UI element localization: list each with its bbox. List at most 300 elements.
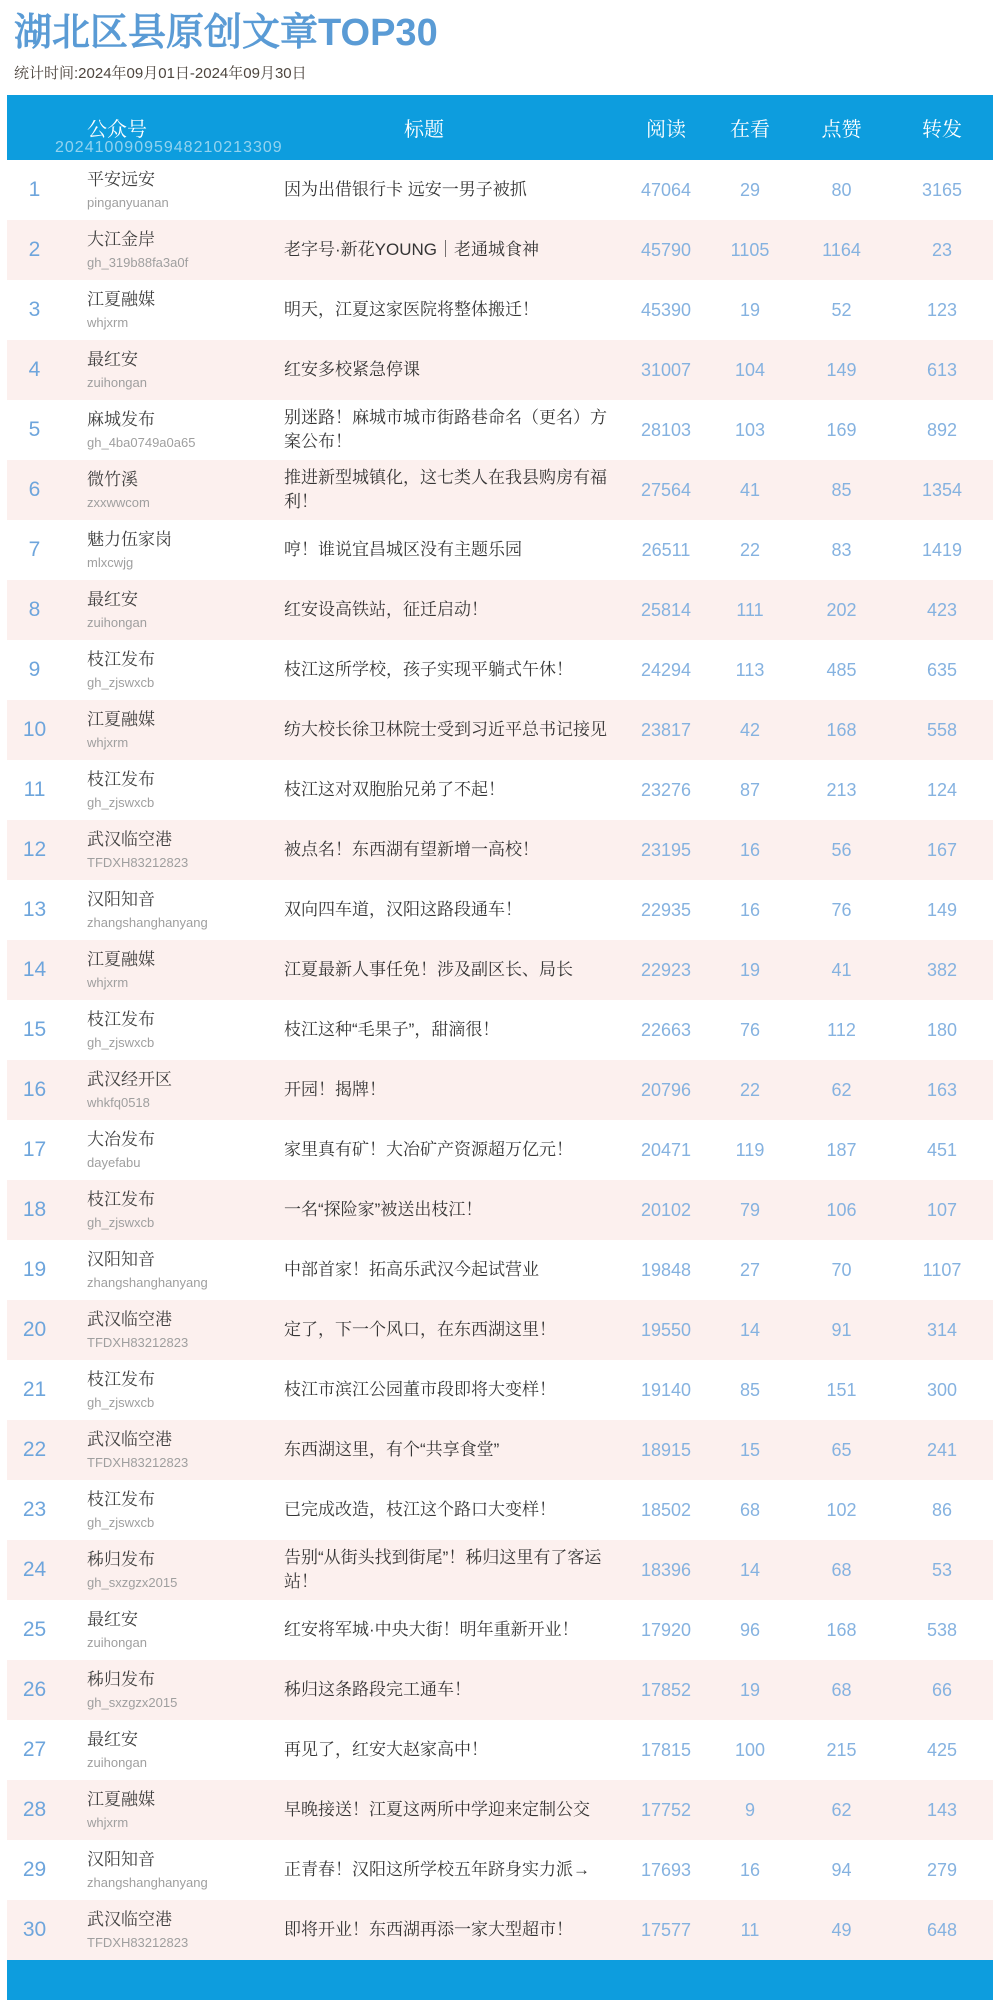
article-title: 枝江市滨江公园董市段即将大变样！	[284, 1380, 556, 1399]
account-id: gh_zjswxcb	[87, 1395, 155, 1410]
reads-value: 18502	[640, 1499, 692, 1520]
account-cell	[62, 890, 284, 930]
account-cell	[62, 410, 284, 450]
shares-value: 1419	[921, 539, 963, 560]
table-row	[7, 340, 993, 400]
article-title: 红安设高铁站，征迁启动！	[284, 600, 488, 619]
article-title: 正青春！汉阳这所学校五年跻身实力派→	[284, 1860, 590, 1879]
reads-value: 26511	[641, 539, 691, 560]
looks-value: 19	[739, 1679, 761, 1700]
rank-number: 10	[22, 718, 47, 741]
table-row	[7, 1180, 993, 1240]
article-title: 告别“从街头找到街尾”！秭归这里有了客运站！	[284, 1548, 602, 1591]
page-subtitle: 统计时间:2024年09月01日-2024年09月30日	[14, 65, 307, 82]
looks-value: 76	[739, 1019, 761, 1040]
article-title: 枝江这种“毛果子”，甜滴很！	[284, 1020, 500, 1039]
account-name: 武汉临空港	[87, 1910, 172, 1929]
likes-value: 76	[831, 899, 852, 920]
reads-value: 28103	[640, 419, 692, 440]
reads-value: 19140	[640, 1379, 692, 1400]
likes-value: 62	[831, 1079, 852, 1100]
table-row	[7, 1240, 993, 1300]
table-row	[7, 940, 993, 1000]
watermark-text: 20241009095948210213309	[55, 139, 283, 156]
rank-number: 11	[23, 778, 46, 801]
reads-value: 17920	[640, 1619, 692, 1640]
account-name: 最红安	[87, 1610, 138, 1629]
account-name: 微竹溪	[87, 470, 138, 489]
reads-value: 19550	[640, 1319, 692, 1340]
reads-value: 31007	[640, 359, 692, 380]
account-name: 秭归发布	[87, 1550, 155, 1569]
account-id: whjxrm	[87, 975, 129, 990]
column-header-shares: 转发	[922, 119, 962, 141]
account-cell	[62, 1130, 284, 1170]
rank-number: 18	[22, 1198, 47, 1221]
likes-value: 65	[831, 1439, 852, 1460]
likes-value: 68	[831, 1559, 852, 1580]
looks-value: 27	[739, 1259, 761, 1280]
table-row	[7, 160, 993, 220]
looks-value: 11	[740, 1919, 760, 1940]
account-name: 麻城发布	[87, 410, 155, 429]
rank-number: 24	[22, 1558, 47, 1581]
table-row	[7, 1660, 993, 1720]
article-title: 再见了，红安大赵家高中！	[284, 1740, 488, 1759]
reads-value: 45390	[640, 299, 692, 320]
reads-value: 22663	[640, 1019, 692, 1040]
table-row	[7, 880, 993, 940]
looks-value: 16	[739, 1859, 761, 1880]
account-id: zuihongan	[87, 1635, 147, 1650]
account-id: gh_zjswxcb	[87, 675, 155, 690]
looks-value: 113	[735, 659, 765, 680]
rank-number: 9	[28, 658, 41, 681]
likes-value: 112	[827, 1019, 856, 1040]
looks-value: 104	[734, 359, 766, 380]
likes-value: 41	[831, 959, 852, 980]
account-cell	[62, 1730, 284, 1770]
table-row	[7, 1120, 993, 1180]
article-title: 别迷路！麻城市城市街路巷命名（更名）方案公布！	[284, 408, 607, 451]
likes-value: 151	[826, 1379, 857, 1400]
likes-value: 62	[831, 1799, 852, 1820]
reads-value: 22935	[640, 899, 692, 920]
rank-number: 25	[22, 1618, 47, 1641]
account-name: 江夏融媒	[87, 1790, 155, 1809]
looks-value: 68	[739, 1499, 761, 1520]
account-id: gh_zjswxcb	[87, 1215, 155, 1230]
table-row	[7, 400, 993, 460]
account-id: gh_319b88fa3a0f	[87, 255, 189, 270]
looks-value: 87	[739, 779, 761, 800]
looks-value: 1105	[730, 239, 770, 260]
account-cell	[62, 710, 284, 750]
likes-value: 168	[826, 1619, 857, 1640]
looks-value: 9	[744, 1799, 755, 1820]
account-cell	[62, 350, 284, 390]
shares-value: 635	[926, 659, 958, 680]
table-row	[7, 280, 993, 340]
reads-value: 19848	[640, 1259, 692, 1280]
shares-value: 107	[926, 1199, 958, 1220]
looks-value: 119	[735, 1139, 765, 1160]
shares-value: 1107	[922, 1259, 962, 1280]
account-id: zhangshanghanyang	[87, 915, 208, 930]
account-id: whkfq0518	[87, 1095, 150, 1110]
reads-value: 24294	[640, 659, 692, 680]
account-name: 大冶发布	[87, 1130, 155, 1149]
shares-value: 180	[926, 1019, 958, 1040]
shares-value: 558	[926, 719, 958, 740]
looks-value: 15	[739, 1439, 761, 1460]
account-cell	[62, 530, 284, 570]
likes-value: 106	[826, 1199, 857, 1220]
account-id: TFDXH83212823	[87, 1455, 189, 1470]
shares-value: 167	[926, 839, 958, 860]
account-name: 魅力伍家岗	[87, 530, 172, 549]
account-cell	[62, 170, 284, 210]
article-title: 双向四车道，汉阳这路段通车！	[284, 900, 522, 919]
shares-value: 3165	[921, 179, 963, 200]
shares-value: 892	[926, 419, 958, 440]
shares-value: 538	[926, 1619, 958, 1640]
reads-value: 17693	[640, 1859, 692, 1880]
likes-value: 1164	[822, 239, 861, 260]
table-row	[7, 820, 993, 880]
likes-value: 83	[831, 539, 852, 560]
article-title: 推进新型城镇化，这七类人在我县购房有福利！	[284, 468, 607, 511]
likes-value: 70	[831, 1259, 852, 1280]
likes-value: 94	[831, 1859, 852, 1880]
shares-value: 423	[926, 599, 958, 620]
likes-value: 56	[831, 839, 852, 860]
table-row	[7, 520, 993, 580]
likes-value: 85	[831, 479, 852, 500]
reads-value: 23195	[640, 839, 692, 860]
account-name: 汉阳知音	[87, 890, 155, 909]
account-id: zuihongan	[87, 375, 147, 390]
account-name: 武汉临空港	[87, 1430, 172, 1449]
table-row	[7, 1060, 993, 1120]
column-header-account: 公众号	[87, 119, 147, 141]
account-id: TFDXH83212823	[87, 1335, 189, 1350]
table-row	[7, 640, 993, 700]
account-cell	[62, 1370, 284, 1410]
shares-value: 66	[931, 1679, 953, 1700]
article-title: 纺大校长徐卫林院士受到习近平总书记接见	[284, 720, 607, 739]
likes-value: 52	[831, 299, 852, 320]
account-cell	[62, 230, 284, 270]
rank-number: 30	[22, 1918, 47, 1941]
likes-value: 485	[826, 659, 857, 680]
account-id: zhangshanghanyang	[87, 1875, 208, 1890]
column-header-likes: 点赞	[821, 119, 862, 141]
account-name: 武汉临空港	[87, 1310, 172, 1329]
account-name: 枝江发布	[87, 1490, 155, 1509]
reads-value: 18915	[640, 1439, 692, 1460]
rank-number: 14	[22, 958, 47, 981]
shares-value: 300	[926, 1379, 958, 1400]
table-body	[7, 160, 993, 1960]
account-cell	[62, 770, 284, 810]
shares-value: 613	[926, 359, 958, 380]
article-title: 老字号·新花YOUNG｜老通城食神	[284, 240, 539, 259]
rank-number: 21	[22, 1378, 47, 1401]
account-name: 最红安	[87, 350, 138, 369]
article-title: 红安多校紧急停课	[284, 360, 420, 379]
reads-value: 45790	[640, 239, 692, 260]
looks-value: 14	[739, 1319, 761, 1340]
account-id: zhangshanghanyang	[87, 1275, 208, 1290]
table-row	[7, 1480, 993, 1540]
article-title: 东西湖这里，有个“共享食堂”	[284, 1440, 500, 1459]
rank-number: 22	[22, 1438, 47, 1461]
column-header-title: 标题	[404, 119, 444, 141]
shares-value: 86	[931, 1499, 953, 1520]
table-row	[7, 1720, 993, 1780]
account-id: mlxcwjg	[87, 555, 134, 570]
article-title: 因为出借银行卡 远安一男子被抓	[284, 180, 527, 199]
looks-value: 79	[739, 1199, 761, 1220]
looks-value: 16	[739, 839, 761, 860]
likes-value: 169	[826, 419, 857, 440]
table-row	[7, 220, 993, 280]
looks-value: 41	[739, 479, 761, 500]
table-row	[7, 1900, 993, 1960]
account-name: 江夏融媒	[87, 950, 155, 969]
table-row	[7, 760, 993, 820]
rank-number: 17	[22, 1138, 47, 1161]
likes-value: 49	[831, 1919, 852, 1940]
looks-value: 100	[734, 1739, 766, 1760]
page-title: 湖北区县原创文章TOP30	[14, 12, 438, 54]
shares-value: 382	[926, 959, 958, 980]
rank-number: 19	[22, 1258, 47, 1281]
account-cell	[62, 1610, 284, 1650]
article-title: 开园！揭牌！	[284, 1080, 386, 1099]
table-row	[7, 1420, 993, 1480]
looks-value: 103	[734, 419, 766, 440]
account-cell	[62, 1670, 284, 1710]
looks-value: 42	[739, 719, 761, 740]
likes-value: 168	[826, 719, 857, 740]
rank-number: 16	[22, 1078, 47, 1101]
account-id: zuihongan	[87, 1755, 147, 1770]
rank-number: 8	[28, 598, 41, 621]
account-cell	[62, 830, 284, 870]
account-cell	[62, 470, 284, 510]
reads-value: 17815	[640, 1739, 692, 1760]
article-title: 哼！谁说宜昌城区没有主题乐园	[284, 540, 522, 559]
account-cell	[62, 1250, 284, 1290]
looks-value: 19	[739, 299, 761, 320]
account-cell	[62, 1850, 284, 1890]
reads-value: 17577	[640, 1919, 692, 1940]
article-title: 江夏最新人事任免！涉及副区长、局长	[284, 960, 573, 979]
article-title: 家里真有矿！大冶矿产资源超万亿元！	[284, 1140, 573, 1159]
account-id: whjxrm	[87, 735, 129, 750]
reads-value: 23817	[640, 719, 692, 740]
likes-value: 187	[826, 1139, 857, 1160]
table-row	[7, 1000, 993, 1060]
account-id: zxxwwcom	[87, 495, 150, 510]
account-cell	[62, 1070, 284, 1110]
article-title: 红安将军城·中央大街！明年重新开业！	[284, 1620, 579, 1639]
looks-value: 19	[739, 959, 761, 980]
table-row	[7, 1360, 993, 1420]
account-name: 平安远安	[87, 170, 155, 189]
rank-number: 27	[22, 1738, 47, 1761]
shares-value: 123	[926, 299, 958, 320]
footer-bar	[7, 1960, 993, 2000]
reads-value: 22923	[640, 959, 692, 980]
account-cell	[62, 650, 284, 690]
account-name: 武汉临空港	[87, 830, 172, 849]
rank-number: 23	[22, 1498, 47, 1521]
likes-value: 80	[831, 179, 852, 200]
rank-number: 5	[28, 418, 41, 441]
account-cell	[62, 1790, 284, 1830]
shares-value: 124	[926, 779, 958, 800]
article-title: 明天，江夏这家医院将整体搬迁！	[284, 300, 539, 319]
rank-number: 29	[22, 1858, 47, 1881]
rank-number: 12	[22, 838, 47, 861]
likes-value: 68	[831, 1679, 852, 1700]
rank-number: 6	[28, 478, 41, 501]
account-id: gh_zjswxcb	[87, 1035, 155, 1050]
table-header-row	[7, 95, 993, 160]
rank-number: 28	[22, 1798, 47, 1821]
looks-value: 96	[739, 1619, 761, 1640]
shares-value: 648	[926, 1919, 958, 1940]
reads-value: 17852	[640, 1679, 692, 1700]
shares-value: 163	[926, 1079, 958, 1100]
account-id: whjxrm	[87, 315, 129, 330]
looks-value: 22	[739, 1079, 761, 1100]
account-id: gh_zjswxcb	[87, 1515, 155, 1530]
account-name: 秭归发布	[87, 1670, 155, 1689]
rank-number: 1	[28, 178, 41, 201]
shares-value: 314	[926, 1319, 958, 1340]
account-id: whjxrm	[87, 1815, 129, 1830]
shares-value: 425	[926, 1739, 958, 1760]
shares-value: 1354	[921, 479, 963, 500]
shares-value: 53	[931, 1559, 953, 1580]
account-cell	[62, 1010, 284, 1050]
account-id: TFDXH83212823	[87, 1935, 189, 1950]
shares-value: 279	[926, 1859, 958, 1880]
reads-value: 25814	[640, 599, 692, 620]
article-title: 中部首家！拓高乐武汉今起试营业	[284, 1260, 539, 1279]
account-cell	[62, 1430, 284, 1470]
reads-value: 47064	[640, 179, 692, 200]
account-name: 大江金岸	[87, 230, 155, 249]
shares-value: 241	[926, 1439, 958, 1460]
likes-value: 213	[826, 779, 857, 800]
account-id: gh_zjswxcb	[87, 795, 155, 810]
account-name: 江夏融媒	[87, 290, 155, 309]
reads-value: 17752	[640, 1799, 692, 1820]
account-name: 最红安	[87, 590, 138, 609]
account-cell	[62, 1910, 284, 1950]
table-row	[7, 460, 993, 520]
looks-value: 85	[739, 1379, 761, 1400]
account-name: 最红安	[87, 1730, 138, 1749]
article-title: 枝江这对双胞胎兄弟了不起！	[284, 780, 505, 799]
account-cell	[62, 1310, 284, 1350]
account-id: gh_sxzgzx2015	[87, 1695, 178, 1710]
table-row	[7, 1540, 993, 1600]
article-title: 即将开业！东西湖再添一家大型超市！	[284, 1920, 573, 1939]
reads-value: 18396	[640, 1559, 692, 1580]
account-name: 枝江发布	[87, 770, 155, 789]
rank-number: 13	[22, 898, 47, 921]
rank-number: 3	[28, 298, 41, 321]
account-name: 武汉经开区	[87, 1070, 172, 1089]
article-title: 秭归这条路段完工通车！	[284, 1680, 471, 1699]
account-cell	[62, 290, 284, 330]
account-id: zuihongan	[87, 615, 147, 630]
rank-number: 4	[28, 358, 41, 381]
shares-value: 451	[926, 1139, 958, 1160]
account-id: dayefabu	[87, 1155, 141, 1170]
table-row	[7, 1600, 993, 1660]
column-header-reads: 阅读	[646, 119, 686, 141]
likes-value: 215	[826, 1739, 857, 1760]
table-row	[7, 1840, 993, 1900]
shares-value: 23	[931, 239, 953, 260]
shares-value: 149	[926, 899, 958, 920]
account-id: gh_4ba0749a0a65	[87, 435, 196, 450]
looks-value: 14	[739, 1559, 761, 1580]
account-name: 枝江发布	[87, 650, 155, 669]
account-cell	[62, 950, 284, 990]
looks-value: 29	[739, 179, 761, 200]
likes-value: 102	[826, 1499, 857, 1520]
table-row	[7, 580, 993, 640]
reads-value: 27564	[640, 479, 692, 500]
reads-value: 20796	[640, 1079, 692, 1100]
likes-value: 202	[826, 599, 857, 620]
rank-number: 2	[28, 238, 41, 261]
looks-value: 22	[739, 539, 761, 560]
reads-value: 20471	[640, 1139, 692, 1160]
account-name: 枝江发布	[87, 1370, 155, 1389]
rank-number: 7	[28, 538, 41, 561]
looks-value: 16	[739, 899, 761, 920]
article-title: 已完成改造，枝江这个路口大变样！	[284, 1500, 556, 1519]
column-header-looks: 在看	[730, 119, 770, 141]
reads-value: 20102	[640, 1199, 692, 1220]
account-id: gh_sxzgzx2015	[87, 1575, 178, 1590]
account-cell	[62, 1550, 284, 1590]
account-cell	[62, 1490, 284, 1530]
article-title: 定了，下一个风口，在东西湖这里！	[284, 1320, 556, 1339]
article-title: 一名“探险家”被送出枝江！	[284, 1200, 483, 1219]
account-name: 枝江发布	[87, 1190, 155, 1209]
article-title: 被点名！东西湖有望新增一高校！	[284, 840, 539, 859]
rank-number: 15	[22, 1018, 47, 1041]
table-row	[7, 1300, 993, 1360]
likes-value: 149	[826, 359, 857, 380]
rank-number: 20	[22, 1318, 47, 1341]
shares-value: 143	[926, 1799, 958, 1820]
article-title: 早晚接送！江夏这两所中学迎来定制公交	[284, 1800, 590, 1819]
account-name: 江夏融媒	[87, 710, 155, 729]
account-id: pinganyuanan	[87, 195, 169, 210]
article-title: 枝江这所学校，孩子实现平躺式午休！	[284, 660, 573, 679]
